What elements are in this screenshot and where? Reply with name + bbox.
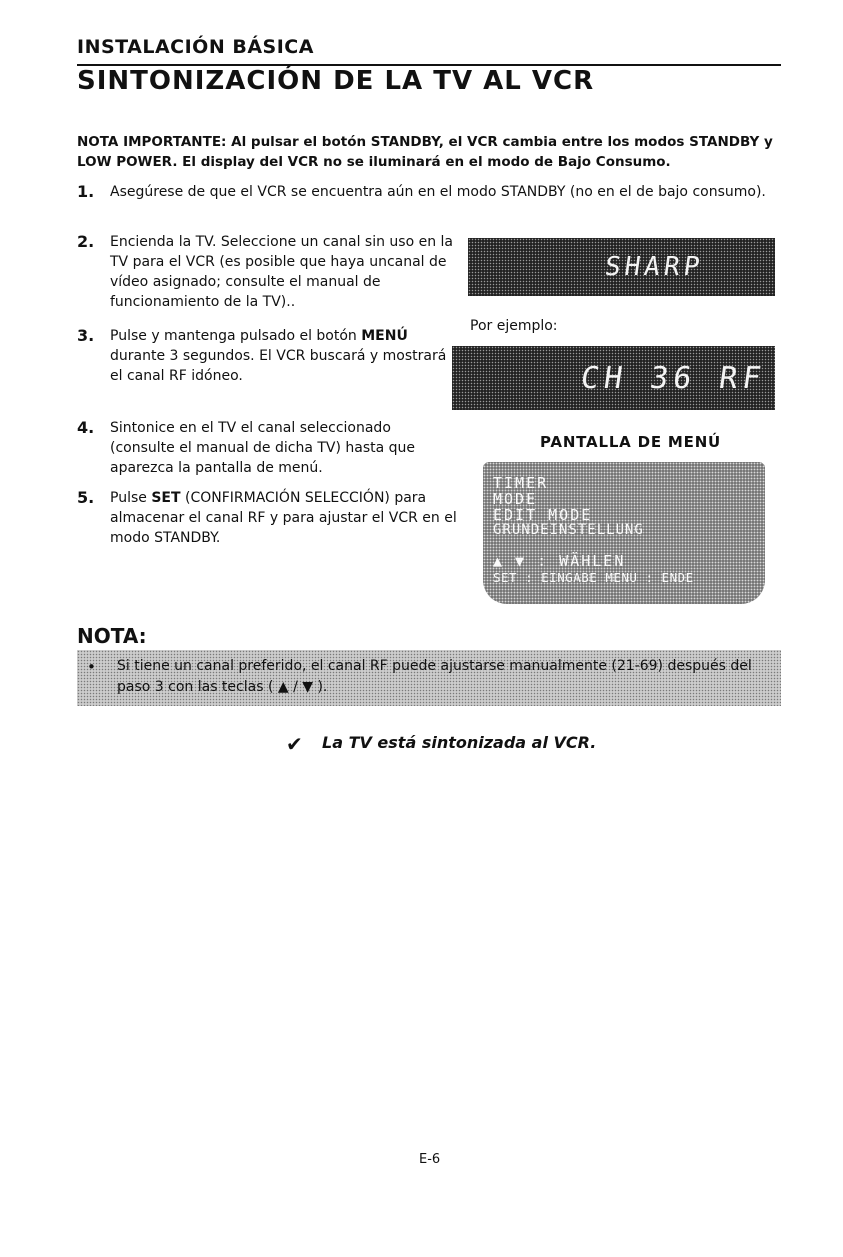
nota-box <box>77 650 781 706</box>
step-number: 2. <box>77 232 95 251</box>
step-number: 1. <box>77 182 95 201</box>
menu-line: SET : EINGABE MENU : ENDE <box>493 570 694 585</box>
step-4 <box>77 418 457 482</box>
step-text: Sintonice en el TV el canal seleccionado (consulte el manual de dicha TV) hasta que aparezca la pantalla de menú. <box>110 420 416 476</box>
nota-text: Si tiene un canal preferido, el canal RF puede ajustarse manualmente (21-69) después del paso 3 con las teclas ( ▲ / ▼ ). <box>117 658 752 695</box>
step-number: 5. <box>77 488 95 507</box>
step-3 <box>77 326 457 390</box>
display-text: SHARP <box>602 252 706 282</box>
step-5 <box>77 488 467 552</box>
step-text: Asegúrese de que el VCR se encuentra aún en el modo STANDBY (no en el de bajo consumo). <box>110 184 766 200</box>
menu-line: TIMER <box>493 474 549 492</box>
step-number: 3. <box>77 326 95 345</box>
step-1 <box>77 182 777 224</box>
menu-line: EDIT MODE <box>493 506 593 524</box>
step-number: 4. <box>77 418 95 437</box>
menu-line: MODE <box>493 490 538 508</box>
vcr-display-channel <box>452 346 775 410</box>
vcr-display-sharp <box>468 238 775 296</box>
menu-screen-heading: PANTALLA DE MENÚ <box>540 433 722 451</box>
step-2 <box>77 232 457 316</box>
menu-line: GRUNDEINSTELLUNG <box>493 522 644 538</box>
example-label: Por ejemplo: <box>470 318 558 334</box>
page-title: SINTONIZACIÓN DE LA TV AL VCR <box>77 66 595 96</box>
step-text: Pulse y mantenga pulsado el botón MENÚ durante 3 segundos. El VCR buscará y mostrará el canal RF idóneo. <box>110 328 447 384</box>
nota-heading: NOTA: <box>77 624 147 648</box>
display-text: CH 36 RF <box>578 360 768 396</box>
menu-line: ▲ ▼ : WÄHLEN <box>493 552 626 570</box>
menu-screen <box>483 462 765 604</box>
section-header: INSTALACIÓN BÁSICA <box>77 36 314 58</box>
conclusion-text: La TV está sintonizada al VCR. <box>322 733 597 752</box>
check-icon: ✔ <box>286 732 303 756</box>
bullet-icon: • <box>87 658 96 676</box>
step-text: Encienda la TV. Seleccione un canal sin uso en la TV para el VCR (es posible que haya uncanal de vídeo asignado; consulte el manual de funcionamiento de la TV).. <box>110 234 453 310</box>
step-text: Pulse SET (CONFIRMACIÓN SELECCIÓN) para almacenar el canal RF y para ajustar el VCR en el modo STANDBY. <box>110 490 457 546</box>
important-note: NOTA IMPORTANTE: Al pulsar el botón STANDBY, el VCR cambia entre los modos STANDBY y LOW POWER. El display del VCR no se iluminará en el modo de Bajo Consumo. <box>77 134 773 170</box>
page-number: E-6 <box>419 1152 441 1167</box>
